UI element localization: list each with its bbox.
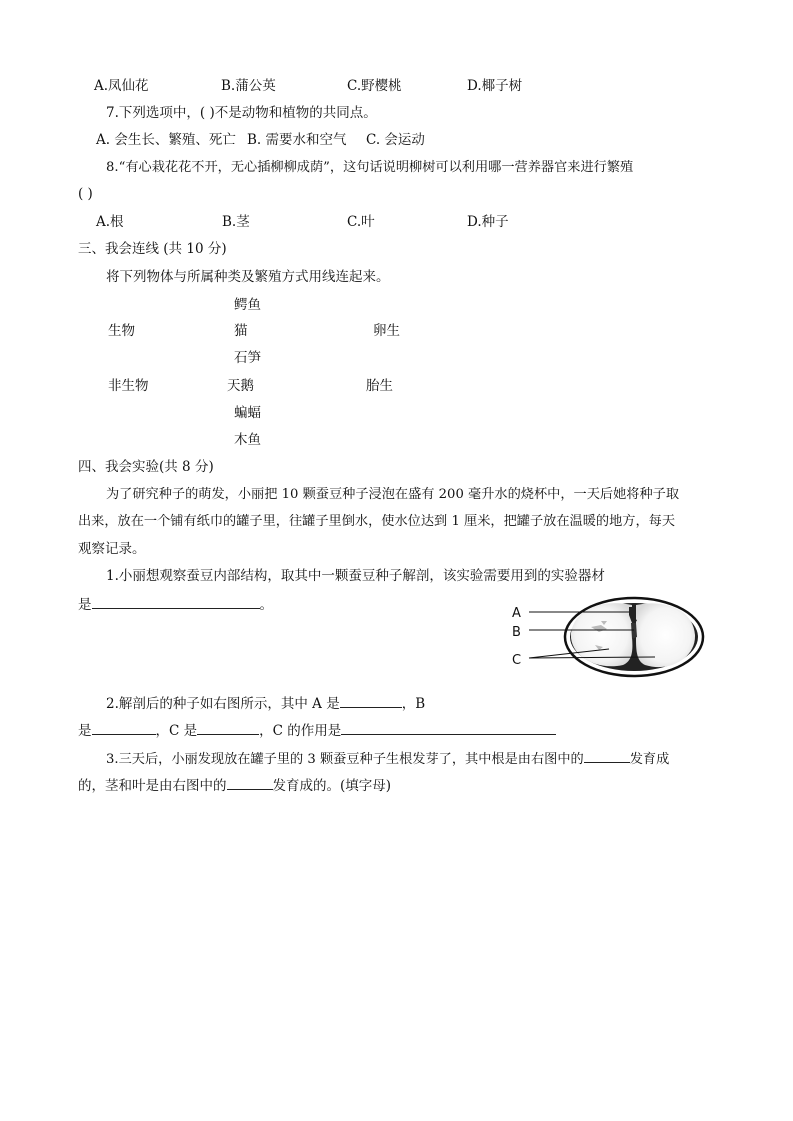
- q6-option-b: B.蒲公英: [221, 78, 276, 94]
- matching-middle-woodfish: 木鱼: [234, 432, 261, 448]
- section4-intro-line2: 出来，放在一个铺有纸巾的罐子里，往罐子里倒水，使水位达到 1 厘米，把罐子放在温暖的地方，每天: [78, 514, 676, 529]
- q8-stem: 8.“有心栽花花不开，无心插柳柳成荫”，这句话说明柳树可以利用哪一营养器官来进行繁殖: [106, 160, 634, 175]
- section3-title: 三、我会连线 (共 10 分): [78, 241, 227, 257]
- q1-answer-blank[interactable]: [92, 594, 260, 609]
- q7-option-a: A. 会生长、繁殖、死亡: [96, 132, 236, 148]
- section4-intro-line3: 观察记录。: [78, 541, 146, 557]
- q2-blank-a[interactable]: [340, 693, 402, 708]
- q2-prefix-b: 是: [78, 723, 92, 739]
- matching-middle-crocodile: 鳄鱼: [234, 297, 261, 313]
- q3-blank-root[interactable]: [584, 748, 630, 763]
- q3-prefix: 的，茎和叶是由右图中的: [78, 778, 227, 794]
- q3-suffix: 发育成的。(填字母): [272, 778, 392, 794]
- q7-option-c: C. 会运动: [366, 132, 425, 148]
- matching-left-living: 生物: [108, 323, 135, 339]
- matching-middle-stalagmite: 石笋: [234, 350, 261, 366]
- q1-prefix: 是: [78, 597, 92, 613]
- q1-line1: 1.小丽想观察蚕豆内部结构，取其中一颗蚕豆种子解剖，该实验需要用到的实验器材: [106, 568, 605, 584]
- q2-blank-b[interactable]: [92, 720, 156, 735]
- q2-prefix-c: ，C 是: [155, 723, 198, 739]
- q3-stem: 3.三天后，小丽发现放在罐子里的 3 颗蚕豆种子生根发芽了，其中根是由右图中的: [106, 752, 584, 767]
- q2-stem-tail: ，B: [401, 696, 426, 712]
- q2-blank-function[interactable]: [341, 720, 556, 735]
- q7-option-b: B. 需要水和空气: [247, 132, 347, 148]
- bean-seed-diagram: [505, 593, 710, 683]
- q2-line2: [78, 720, 556, 740]
- q3-blank-stem-leaf[interactable]: [227, 775, 273, 790]
- q6-option-d: D.椰子树: [467, 78, 523, 94]
- q6-option-c: C.野樱桃: [347, 78, 402, 94]
- q3-stem-tail: 发育成: [629, 752, 670, 767]
- matching-left-nonliving: 非生物: [108, 378, 149, 394]
- q8-option-a: A.根: [96, 214, 124, 230]
- q8-option-c: C.叶: [347, 214, 375, 230]
- q1-line2: [78, 594, 273, 614]
- q2-blank-c[interactable]: [197, 720, 259, 735]
- section3-instruction: 将下列物体与所属种类及繁殖方式用线连起来。: [106, 269, 390, 285]
- section4-intro-line1: 为了研究种子的萌发，小丽把 10 颗蚕豆种子浸泡在盛有 200 毫升水的烧杯中，一天后她将种子取: [106, 487, 680, 502]
- embryo-radicle: [631, 623, 637, 639]
- q6-option-a: A.凤仙花: [94, 78, 149, 94]
- label-c-text: C: [512, 653, 522, 668]
- q1-suffix: 。: [259, 597, 273, 613]
- matching-right-viviparous: 胎生: [366, 378, 393, 394]
- q8-paren: ( ): [78, 186, 93, 202]
- q2-line1: [106, 693, 425, 713]
- matching-middle-bat: 蝙蝠: [234, 405, 261, 421]
- section4-title: 四、我会实验(共 8 分): [78, 459, 214, 475]
- q8-option-b: B.茎: [222, 214, 250, 230]
- matching-middle-cat: 猫: [234, 323, 248, 339]
- q2-prefix-function: ，C 的作用是: [259, 723, 342, 739]
- q7-stem: 7.下列选项中，( )不是动物和植物的共同点。: [106, 105, 377, 121]
- matching-middle-swan: 天鹅: [227, 378, 254, 394]
- label-a-text: A: [512, 606, 521, 621]
- label-b-text: B: [512, 625, 521, 640]
- q3-line2: [78, 775, 391, 795]
- q2-stem: 2.解剖后的种子如右图所示，其中 A 是: [106, 696, 340, 712]
- q8-option-d: D.种子: [467, 214, 509, 230]
- q3-line1: [106, 748, 669, 769]
- matching-right-oviparous: 卵生: [373, 323, 400, 339]
